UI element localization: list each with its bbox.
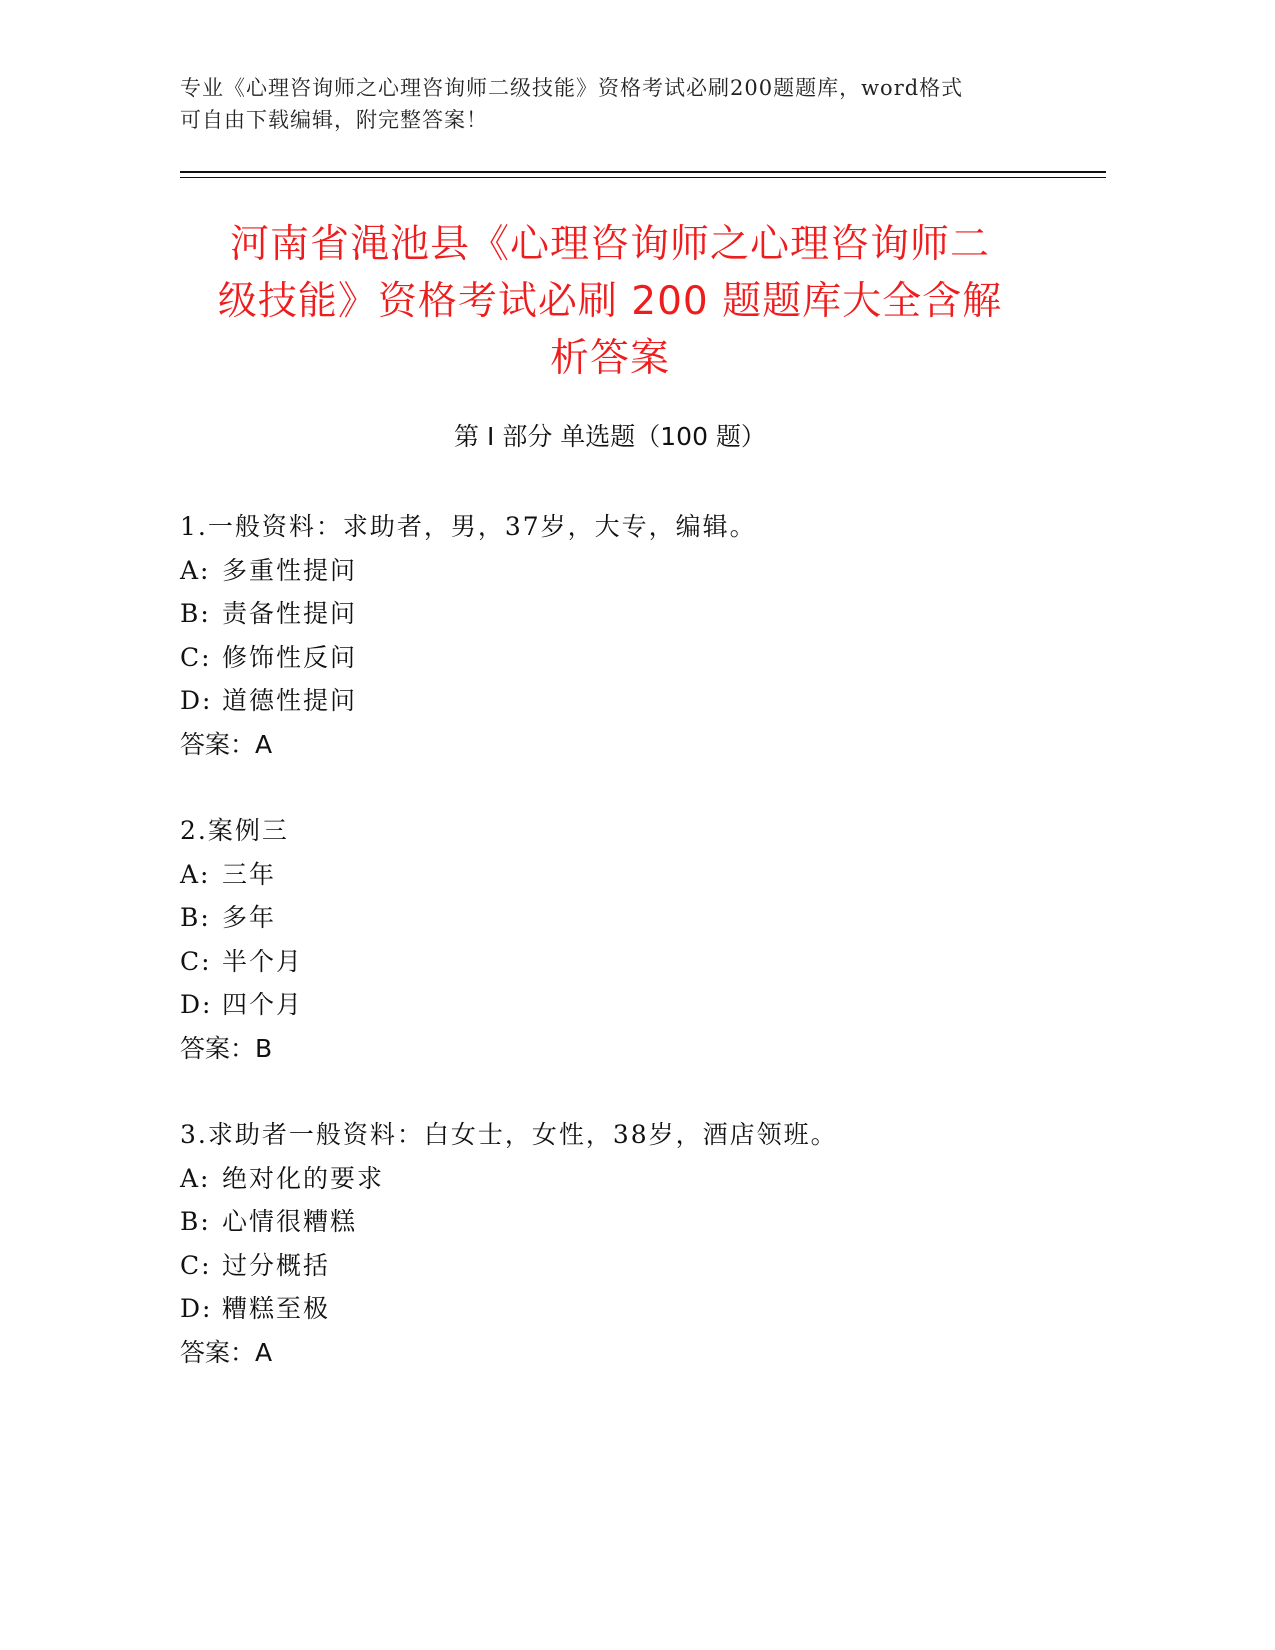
option-text: 责备性提问 <box>222 599 358 628</box>
answer: 答案：A <box>180 729 273 759</box>
option-key: A: <box>180 555 211 585</box>
option-b <box>180 592 1080 636</box>
document-title-line-1: 河南省渑池县《心理咨询师之心理咨询师二 <box>229 222 990 267</box>
option-key: C: <box>180 1250 212 1280</box>
question-stem: 3.求助者一般资料：白女士，女性，38岁，酒店领班。 <box>180 1120 838 1149</box>
option-text: 四个月 <box>222 990 304 1019</box>
option-text: 心情很糟糕 <box>222 1207 358 1236</box>
option-key: C: <box>180 946 212 976</box>
header-note-line-2: 可自由下载编辑，附完整答案！ <box>180 108 488 132</box>
option-c <box>180 636 1080 680</box>
document-title-line-3: 析答案 <box>549 336 670 381</box>
document-title <box>180 216 1040 387</box>
option-d <box>180 1287 1080 1331</box>
header-divider-thick <box>180 171 1106 173</box>
header-divider-thin <box>180 177 1106 178</box>
option-d <box>180 679 1080 723</box>
option-key: C: <box>180 642 212 672</box>
option-c <box>180 940 1080 984</box>
option-key: D: <box>180 990 213 1019</box>
option-key: D: <box>180 686 213 715</box>
option-key: B: <box>180 903 211 932</box>
option-text: 三年 <box>222 859 277 889</box>
header-note <box>180 72 1040 136</box>
section-heading: 第 I 部分 单选题（100 题） <box>454 422 766 451</box>
option-key: B: <box>180 1207 211 1236</box>
option-a <box>180 549 1080 593</box>
option-c <box>180 1244 1080 1288</box>
option-key: B: <box>180 599 211 628</box>
option-text: 多年 <box>222 903 277 932</box>
option-a <box>180 853 1080 897</box>
option-text: 修饰性反问 <box>222 642 358 672</box>
option-key: A: <box>180 859 211 889</box>
question-1 <box>180 505 1080 766</box>
option-text: 道德性提问 <box>222 686 358 715</box>
answer: 答案：A <box>180 1337 273 1367</box>
option-key: D: <box>180 1294 213 1323</box>
option-a <box>180 1157 1080 1201</box>
option-text: 糟糕至极 <box>222 1294 331 1323</box>
question-stem: 2.案例三 <box>180 816 289 845</box>
option-b <box>180 1200 1080 1244</box>
document-title-line-2: 级技能》资格考试必刷 200 题题库大全含解 <box>217 279 1003 324</box>
option-text: 绝对化的要求 <box>222 1163 385 1193</box>
option-text: 半个月 <box>222 946 304 976</box>
question-2 <box>180 809 1080 1070</box>
option-text: 多重性提问 <box>222 555 358 585</box>
question-3 <box>180 1113 1080 1374</box>
option-text: 过分概括 <box>222 1250 331 1280</box>
answer: 答案：B <box>180 1033 273 1063</box>
question-list <box>180 505 1080 1417</box>
option-key: A: <box>180 1163 211 1193</box>
question-stem: 1.一般资料：求助者，男，37岁，大专，编辑。 <box>180 512 757 541</box>
header-note-line-1: 专业《心理咨询师之心理咨询师二级技能》资格考试必刷200题题库，word格式 <box>180 76 964 100</box>
option-b <box>180 896 1080 940</box>
option-d <box>180 983 1080 1027</box>
